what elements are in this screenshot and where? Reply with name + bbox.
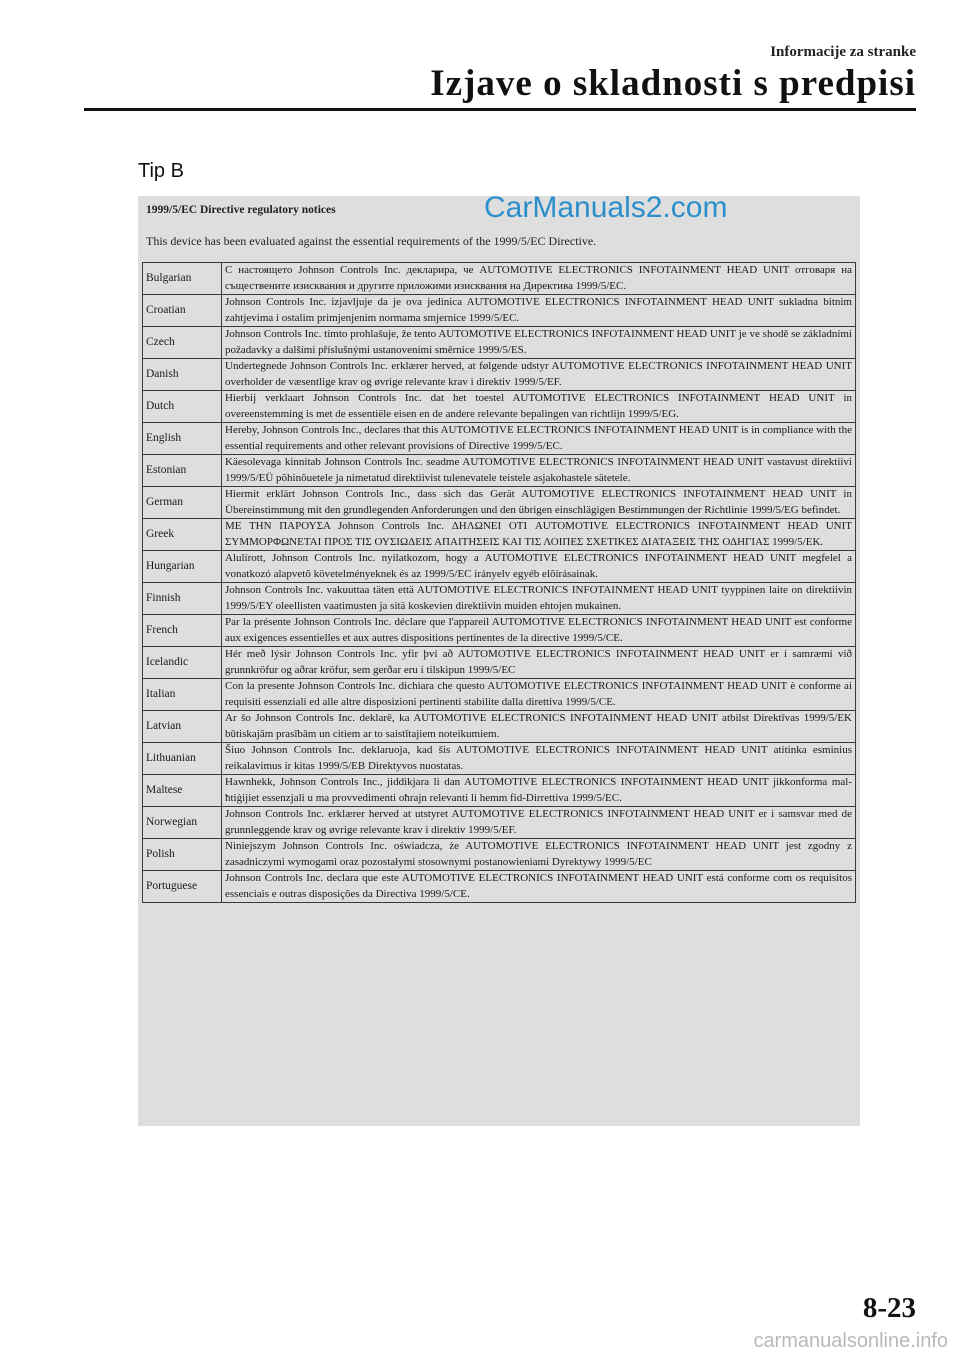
table-row: [143, 391, 856, 423]
table-row: [143, 583, 856, 615]
language-cell: Czech: [143, 327, 222, 359]
declaration-text-cell: Johnson Controls Inc. declara que este AUTOMOTIVE ELECTRONICS INFOTAINMENT HEAD UNIT está conforme com os requisitos essenciais e outras disposições da Directiva 1999/5/CE.: [222, 871, 856, 903]
language-cell: Finnish: [143, 583, 222, 615]
declaration-text-cell: Šiuo Johnson Controls Inc. deklaruoja, kad šis AUTOMOTIVE ELECTRONICS INFOTAINMENT HEAD UNIT atitinka esminius reikalavimus ir kitas 1999/5/EB Direktyvos nuostatas.: [222, 743, 856, 775]
table-row: [143, 519, 856, 551]
declaration-text-cell: С настоящето Johnson Controls Inc. декларира, че AUTOMOTIVE ELECTRONICS INFOTAINMENT HEAD UNIT отговаря на съществените изисквания и другите приложими изисквания на Директива 1999/5/ЕС.: [222, 263, 856, 295]
header-divider: [84, 108, 916, 111]
declaration-text-cell: Par la présente Johnson Controls Inc. déclare que l'appareil AUTOMOTIVE ELECTRONICS INFOTAINMENT HEAD UNIT est conforme aux exigences essentielles et aux autres dispositions pertinentes de la directive 1999/5/CE.: [222, 615, 856, 647]
language-cell: Hungarian: [143, 551, 222, 583]
declaration-text-cell: Johnson Controls Inc. erklærer herved at utstyret AUTOMOTIVE ELECTRONICS INFOTAINMENT HEAD UNIT er i samsvar med de grunnleggende krav og øvrige relevante krav i direktiv 1999/5/EF.: [222, 807, 856, 839]
notice-heading: 1999/5/EC Directive regulatory notices: [146, 204, 336, 216]
table-row: [143, 807, 856, 839]
language-cell: Croatian: [143, 295, 222, 327]
declaration-text-cell: Johnson Controls Inc. izjavljuje da je ova jedinica AUTOMOTIVE ELECTRONICS INFOTAINMENT HEAD UNIT sukladna bitnim zahtjevima i ostalim primjenjenim normama smjernice 1999/5/EC.: [222, 295, 856, 327]
language-cell: Norwegian: [143, 807, 222, 839]
declaration-text-cell: Niniejszym Johnson Controls Inc. oświadcza, że AUTOMOTIVE ELECTRONICS INFOTAINMENT HEAD UNIT jest zgodny z zasadniczymi wymogami oraz pozostałymi stosownymi postanowieniami Dyrektywy 1999/5/EC: [222, 839, 856, 871]
language-cell: French: [143, 615, 222, 647]
table-row: [143, 775, 856, 807]
language-cell: German: [143, 487, 222, 519]
declaration-text-cell: ΜΕ ΤΗΝ ΠΑΡΟΥΣΑ Johnson Controls Inc. ΔΗΛΩΝΕΙ ΟΤΙ AUTOMOTIVE ELECTRONICS INFOTAINMENT HEAD UNIT ΣΥΜΜΟΡΦΩΝΕΤΑΙ ΠΡΟΣ ΤΙΣ ΟΥΣΙΩΔΕΙΣ ΑΠΑΙΤΗΣΕΙΣ ΚΑΙ ΤΙΣ ΛΟΙΠΕΣ ΣΧΕΤΙΚΕΣ ΔΙΑΤΑΞΕΙΣ ΤΗΣ ΟΔΗΓΙΑΣ 1999/5/ΕΚ.: [222, 519, 856, 551]
language-cell: Maltese: [143, 775, 222, 807]
table-row: [143, 551, 856, 583]
language-cell: Lithuanian: [143, 743, 222, 775]
table-row: [143, 711, 856, 743]
declaration-text-cell: Hér með lýsir Johnson Controls Inc. yfir því að AUTOMOTIVE ELECTRONICS INFOTAINMENT HEAD UNIT er í samræmi við grunnkröfur og aðrar kröfur, sem gerðar eru í tilskipun 1999/5/EC: [222, 647, 856, 679]
language-cell: Danish: [143, 359, 222, 391]
table-row: [143, 423, 856, 455]
language-cell: Polish: [143, 839, 222, 871]
declaration-text-cell: Johnson Controls Inc. tímto prohlašuje, že tento AUTOMOTIVE ELECTRONICS INFOTAINMENT HEAD UNIT je ve shodě se základními požadavky a dalšími příslušnými ustanoveními směrnice 1999/5/ES.: [222, 327, 856, 359]
table-row: [143, 615, 856, 647]
language-cell: Greek: [143, 519, 222, 551]
declaration-text-cell: Johnson Controls Inc. vakuuttaa täten että AUTOMOTIVE ELECTRONICS INFOTAINMENT HEAD UNIT tyyppinen laite on direktiivin 1999/5/EY oleellisten vaatimusten ja sitä koskevien direktiivin muiden ehtojen mukainen.: [222, 583, 856, 615]
language-cell: English: [143, 423, 222, 455]
declaration-text-cell: Alulírott, Johnson Controls Inc. nyilatkozom, hogy a AUTOMOTIVE ELECTRONICS INFOTAINMENT HEAD UNIT megfelel a vonatkozó alapvetõ követelményeknek és az 1999/5/EC irányelv egyéb elõírásainak.: [222, 551, 856, 583]
language-cell: Latvian: [143, 711, 222, 743]
language-cell: Bulgarian: [143, 263, 222, 295]
table-row: [143, 359, 856, 391]
declaration-text-cell: Käesolevaga kinnitab Johnson Controls Inc. seadme AUTOMOTIVE ELECTRONICS INFOTAINMENT HEAD UNIT vastavust direktiivi 1999/5/EÜ põhinõuetele ja nimetatud direktiivist tulenevatele teistele asjakohastele sätetele.: [222, 455, 856, 487]
footer-watermark: carmanualsonline.info: [753, 1330, 948, 1352]
declaration-table: [142, 262, 856, 903]
declaration-text-cell: Hiermit erklärt Johnson Controls Inc., dass sich das Gerät AUTOMOTIVE ELECTRONICS INFOTAINMENT HEAD UNIT in Übereinstimmung mit den grundlegenden Anforderungen und den übrigen einschlägigen Bestimmungen der Richtlinie 1999/5/EG befindet.: [222, 487, 856, 519]
table-row: [143, 327, 856, 359]
declaration-table-body: [143, 263, 856, 903]
table-row: [143, 647, 856, 679]
chapter-title: Izjave o skladnosti s predpisi: [430, 63, 916, 104]
language-cell: Portuguese: [143, 871, 222, 903]
page-number: 8-23: [862, 1292, 916, 1324]
watermark-logo: CarManuals2.com: [484, 196, 728, 224]
table-row: [143, 743, 856, 775]
declaration-text-cell: Hierbij verklaart Johnson Controls Inc. dat het toestel AUTOMOTIVE ELECTRONICS INFOTAINMENT HEAD UNIT in overeenstemming is met de essentiële eisen en de andere relevante bepalingen van richtlijn 1999/5/EG.: [222, 391, 856, 423]
table-row: [143, 839, 856, 871]
table-row: [143, 871, 856, 903]
language-cell: Icelandic: [143, 647, 222, 679]
table-row: [143, 295, 856, 327]
section-title: Tip B: [138, 160, 184, 182]
declaration-text-cell: Hereby, Johnson Controls Inc., declares that this AUTOMOTIVE ELECTRONICS INFOTAINMENT HEAD UNIT is in compliance with the essential requirements and other relevant provisions of Directive 1999/5/EC.: [222, 423, 856, 455]
declaration-text-cell: Hawnhekk, Johnson Controls Inc., jiddikjara li dan AUTOMOTIVE ELECTRONICS INFOTAINMENT HEAD UNIT jikkonforma mal-ħtiġijiet essenzjali u ma provvedimenti oħrajn relevanti li hemm fid-Dirrettiva 1999/5/EC.: [222, 775, 856, 807]
notice-intro: This device has been evaluated against the essential requirements of the 1999/5/EC Directive.: [146, 234, 597, 248]
language-cell: Estonian: [143, 455, 222, 487]
table-row: [143, 263, 856, 295]
language-cell: Dutch: [143, 391, 222, 423]
table-row: [143, 679, 856, 711]
chapter-subtitle: Informacije za stranke: [770, 44, 916, 60]
scanned-notice-image: [138, 196, 860, 1126]
declaration-text-cell: Con la presente Johnson Controls Inc. dichiara che questo AUTOMOTIVE ELECTRONICS INFOTAINMENT HEAD UNIT è conforme ai requisiti essenziali ed alle altre disposizioni pertinenti stabilite dalla direttiva 1999/5/CE.: [222, 679, 856, 711]
declaration-text-cell: Undertegnede Johnson Controls Inc. erklærer herved, at følgende udstyr AUTOMOTIVE ELECTRONICS INFOTAINMENT HEAD UNIT overholder de væsentlige krav og øvrige relevante krav i direktiv 1999/5/EF.: [222, 359, 856, 391]
table-row: [143, 487, 856, 519]
declaration-text-cell: Ar šo Johnson Controls Inc. deklarē, ka AUTOMOTIVE ELECTRONICS INFOTAINMENT HEAD UNIT atbilst Direktīvas 1999/5/EK būtiskajām prasībām un citiem ar to saistītajiem noteikumiem.: [222, 711, 856, 743]
table-row: [143, 455, 856, 487]
language-cell: Italian: [143, 679, 222, 711]
